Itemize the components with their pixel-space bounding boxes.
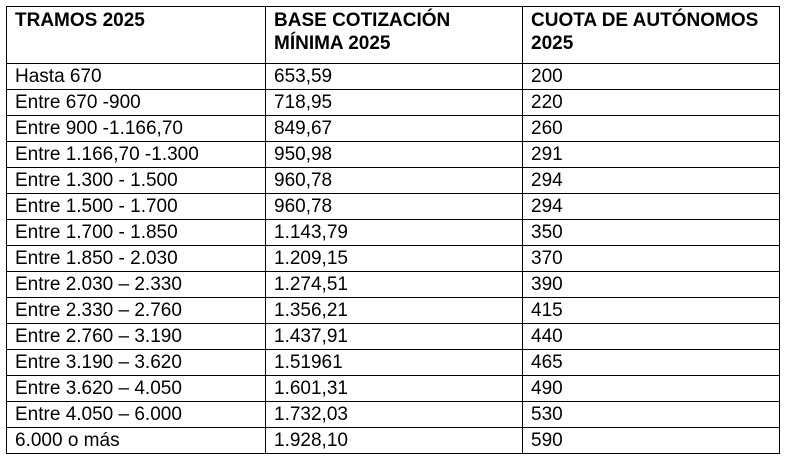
tramo-cell: Entre 900 -1.166,70 — [7, 116, 266, 142]
base-cell: 1.732,03 — [266, 402, 523, 428]
base-cell: 653,59 — [266, 64, 523, 90]
cuota-cell: 440 — [523, 324, 780, 350]
header-tramos: TRAMOS 2025 — [7, 7, 266, 64]
cuota-cell: 294 — [523, 168, 780, 194]
table-row — [7, 298, 780, 324]
table-row — [7, 324, 780, 350]
tramo-cell: Entre 1.166,70 -1.300 — [7, 142, 266, 168]
table-row — [7, 402, 780, 428]
cuota-cell: 350 — [523, 220, 780, 246]
tramo-cell: Entre 2.330 – 2.760 — [7, 298, 266, 324]
tramo-cell: Entre 3.620 – 4.050 — [7, 376, 266, 402]
tramo-cell: Entre 2.760 – 3.190 — [7, 324, 266, 350]
cuota-cell: 415 — [523, 298, 780, 324]
tramo-cell: 6.000 o más — [7, 428, 266, 454]
table-row — [7, 272, 780, 298]
base-cell: 1.143,79 — [266, 220, 523, 246]
base-cell: 1.601,31 — [266, 376, 523, 402]
cuota-cell: 260 — [523, 116, 780, 142]
table-row — [7, 142, 780, 168]
cuota-cell: 291 — [523, 142, 780, 168]
tramo-cell: Entre 670 -900 — [7, 90, 266, 116]
tramo-cell: Hasta 670 — [7, 64, 266, 90]
table-row — [7, 350, 780, 376]
cuota-cell: 490 — [523, 376, 780, 402]
tramo-cell: Entre 1.700 - 1.850 — [7, 220, 266, 246]
tramo-cell: Entre 1.300 - 1.500 — [7, 168, 266, 194]
header-row — [7, 7, 780, 64]
base-cell: 1.209,15 — [266, 246, 523, 272]
base-cell: 849,67 — [266, 116, 523, 142]
header-base-cotizacion: BASE COTIZACIÓN MÍNIMA 2025 — [266, 7, 523, 64]
base-cell: 1.437,91 — [266, 324, 523, 350]
table-row — [7, 90, 780, 116]
tramo-cell: Entre 4.050 – 6.000 — [7, 402, 266, 428]
table-row — [7, 376, 780, 402]
base-cell: 950,98 — [266, 142, 523, 168]
header-cuota: CUOTA DE AUTÓNOMOS 2025 — [523, 7, 780, 64]
cuota-autonomos-table — [6, 6, 780, 454]
tramo-cell: Entre 3.190 – 3.620 — [7, 350, 266, 376]
tramo-cell: Entre 1.500 - 1.700 — [7, 194, 266, 220]
table-row — [7, 220, 780, 246]
base-cell: 960,78 — [266, 194, 523, 220]
base-cell: 1.928,10 — [266, 428, 523, 454]
table-row — [7, 428, 780, 454]
cuota-cell: 200 — [523, 64, 780, 90]
cuota-cell: 530 — [523, 402, 780, 428]
cuota-cell: 590 — [523, 428, 780, 454]
cuota-cell: 465 — [523, 350, 780, 376]
base-cell: 718,95 — [266, 90, 523, 116]
base-cell: 1.356,21 — [266, 298, 523, 324]
tramo-cell: Entre 1.850 - 2.030 — [7, 246, 266, 272]
table-header — [7, 7, 780, 64]
tramo-cell: Entre 2.030 – 2.330 — [7, 272, 266, 298]
table-row — [7, 194, 780, 220]
cuota-cell: 294 — [523, 194, 780, 220]
table-body — [7, 64, 780, 454]
base-cell: 960,78 — [266, 168, 523, 194]
table-row — [7, 116, 780, 142]
cuota-cell: 370 — [523, 246, 780, 272]
base-cell: 1.274,51 — [266, 272, 523, 298]
table-row — [7, 168, 780, 194]
cuota-cell: 390 — [523, 272, 780, 298]
table-row — [7, 64, 780, 90]
base-cell: 1.51961 — [266, 350, 523, 376]
table-row — [7, 246, 780, 272]
cuota-cell: 220 — [523, 90, 780, 116]
